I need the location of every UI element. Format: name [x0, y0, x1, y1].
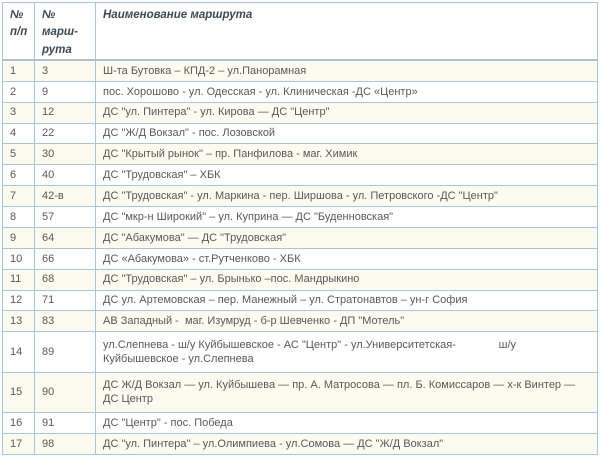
table-row — [3, 269, 598, 290]
route-number-cell: 30 — [35, 144, 96, 165]
row-number-cell: 15 — [3, 372, 35, 412]
row-number-cell: 11 — [3, 269, 35, 290]
route-name-cell: пос. Хорошово - ул. Одесская - ул. Клиническая -ДС «Центр» — [96, 81, 598, 102]
table-row — [3, 227, 598, 248]
route-number-cell: 68 — [35, 269, 96, 290]
route-number-cell: 57 — [35, 207, 96, 228]
table-row — [3, 290, 598, 311]
row-number-cell: 7 — [3, 186, 35, 207]
table-row — [3, 81, 598, 102]
route-name-cell: ДС "Центр" - пос. Победа — [96, 413, 598, 434]
route-name-cell: ДС "Абакумова" — ДС "Трудовская" — [96, 227, 598, 248]
routes-table — [2, 2, 598, 455]
route-number-cell: 91 — [35, 413, 96, 434]
route-number-cell: 64 — [35, 227, 96, 248]
row-number-cell: 2 — [3, 81, 35, 102]
table-row — [3, 311, 598, 332]
table-row — [3, 332, 598, 372]
table-row — [3, 248, 598, 269]
row-number-cell: 17 — [3, 433, 35, 454]
route-name-cell: ДС "мкр-н Широкий" – ул. Куприна — ДС "Буденновская" — [96, 207, 598, 228]
route-name-cell: АВ Западный - маг. Изумруд - б-р Шевченко - ДП "Мотель" — [96, 311, 598, 332]
table-row — [3, 207, 598, 228]
route-name-cell: ДС "Трудовская" – ул. Брынько –пос. Мандрыкино — [96, 269, 598, 290]
route-name-cell: ДС "Трудовская" - ул. Маркина - пер. Ширшова - ул. Петровского -ДС "Центр" — [96, 186, 598, 207]
table-row — [3, 372, 598, 412]
route-name-cell: ДС "Крытый рынок" – пр. Панфилова - маг. Химик — [96, 144, 598, 165]
row-number-cell: 6 — [3, 165, 35, 186]
table-row — [3, 165, 598, 186]
header-cell-route: № марш-рута — [35, 3, 96, 60]
table-row — [3, 144, 598, 165]
route-number-cell: 22 — [35, 123, 96, 144]
route-name-cell: ДС "Ж/Д Вокзал" - пос. Лозовской — [96, 123, 598, 144]
routes-table-header — [3, 3, 598, 60]
row-number-cell: 1 — [3, 60, 35, 82]
route-number-cell: 3 — [35, 60, 96, 82]
table-row — [3, 186, 598, 207]
row-number-cell: 13 — [3, 311, 35, 332]
table-row — [3, 60, 598, 82]
route-name-cell: ДС "Трудовская" – ХБК — [96, 165, 598, 186]
row-number-cell: 9 — [3, 227, 35, 248]
row-number-cell: 8 — [3, 207, 35, 228]
route-number-cell: 71 — [35, 290, 96, 311]
row-number-cell: 14 — [3, 332, 35, 372]
row-number-cell: 16 — [3, 413, 35, 434]
route-name-cell: ДС "ул. Пинтера" - ул. Кирова — ДС "Центр" — [96, 102, 598, 123]
row-number-cell: 4 — [3, 123, 35, 144]
route-number-cell: 90 — [35, 372, 96, 412]
table-row — [3, 123, 598, 144]
row-number-cell: 5 — [3, 144, 35, 165]
route-number-cell: 40 — [35, 165, 96, 186]
route-number-cell: 83 — [35, 311, 96, 332]
route-name-cell: Ш-та Бутовка – КПД-2 – ул.Панорамная — [96, 60, 598, 82]
route-name-cell: ДС "ул. Пинтера" – ул.Олимпиева - ул.Сомова — ДС "Ж/Д Вокзал" — [96, 433, 598, 454]
row-number-cell: 12 — [3, 290, 35, 311]
table-row — [3, 413, 598, 434]
route-number-cell: 42-в — [35, 186, 96, 207]
route-number-cell: 9 — [35, 81, 96, 102]
header-cell-name: Наименование маршрута — [96, 3, 598, 60]
header-row — [3, 3, 598, 60]
header-cell-num: № п/п — [3, 3, 35, 60]
route-number-cell: 89 — [35, 332, 96, 372]
route-name-cell: ДС «Абакумова» - ст.Рутченково - ХБК — [96, 248, 598, 269]
route-number-cell: 66 — [35, 248, 96, 269]
route-name-cell: ДС Ж/Д Вокзал — ул. Куйбышева — пр. А. Матросова — пл. Б. Комиссаров — х-к Винтер — ДС Центр — [96, 372, 598, 412]
route-name-cell: ул.Слепнева - ш/у Куйбышевское - АС "Центр" - ул.Университетская- ш/у Куйбышевское - ул.Слепнева — [96, 332, 598, 372]
routes-table-body — [3, 60, 598, 455]
table-row — [3, 102, 598, 123]
row-number-cell: 10 — [3, 248, 35, 269]
route-name-cell: ДС ул. Артемовская – пер. Манежный – ул. Стратонавтов – ун-г София — [96, 290, 598, 311]
table-row — [3, 433, 598, 454]
route-number-cell: 98 — [35, 433, 96, 454]
route-number-cell: 12 — [35, 102, 96, 123]
row-number-cell: 3 — [3, 102, 35, 123]
